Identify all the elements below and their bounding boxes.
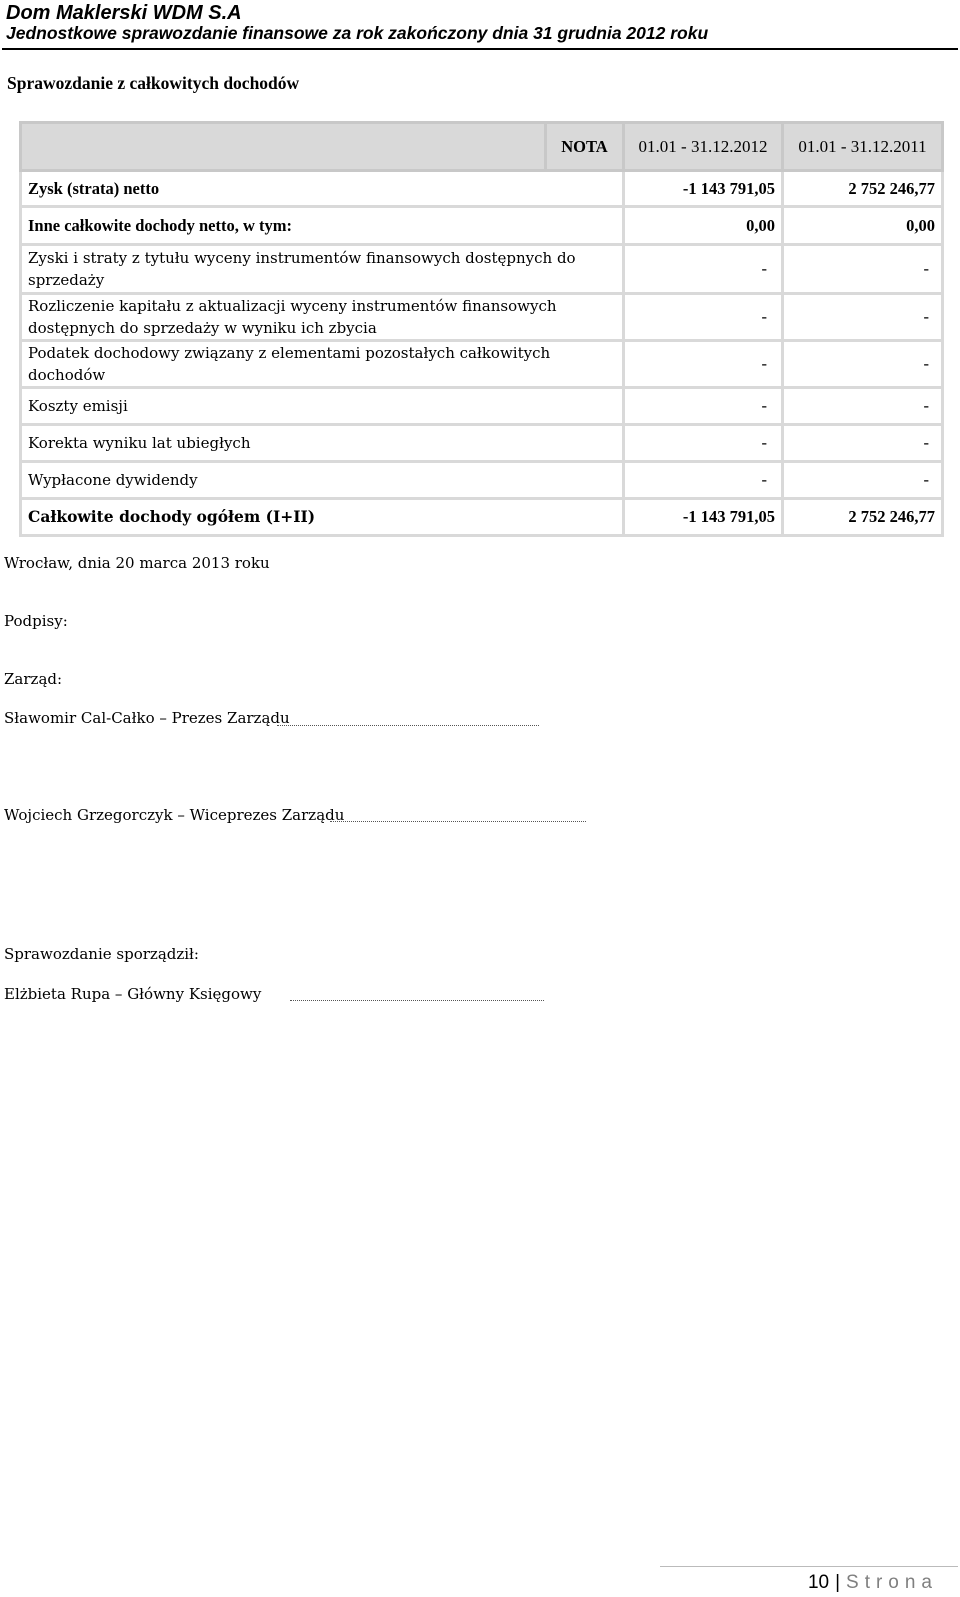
page-footer <box>808 1572 938 1594</box>
value-2011: - <box>783 388 943 425</box>
value-2012: - <box>624 388 783 425</box>
signatory-chief-accountant: Elżbieta Rupa – Główny Księgowy <box>4 985 262 1003</box>
signatures-label: Podpisy: <box>4 612 68 630</box>
value-2012: - <box>624 341 783 388</box>
header-divider <box>2 48 958 50</box>
company-name: Dom Maklerski WDM S.A <box>6 2 242 24</box>
row-label: Zysk (strata) netto <box>21 171 624 207</box>
table-row <box>21 499 943 536</box>
table-header-row <box>21 123 943 171</box>
row-label: Wypłacone dywidendy <box>21 462 624 499</box>
nota-header: NOTA <box>546 123 624 171</box>
board-label: Zarząd: <box>4 670 63 688</box>
income-statement-table <box>19 121 944 537</box>
header-label-cell <box>21 123 546 171</box>
signature-line-chief-accountant <box>290 999 544 1001</box>
section-title: Sprawozdanie z całkowitych dochodów <box>7 73 300 93</box>
table-row <box>21 462 943 499</box>
period-2011-header: 01.01 - 31.12.2011 <box>783 123 943 171</box>
value-2011: - <box>783 245 943 294</box>
table-row <box>21 294 943 341</box>
table-row <box>21 388 943 425</box>
table-row <box>21 341 943 388</box>
row-label: Korekta wyniku lat ubiegłych <box>21 425 624 462</box>
signatory-president: Sławomir Cal-Całko – Prezes Zarządu <box>4 709 290 727</box>
table-row <box>21 207 943 245</box>
value-2011: - <box>783 294 943 341</box>
value-2012: - <box>624 425 783 462</box>
value-2012: 0,00 <box>624 207 783 245</box>
signature-line-president <box>277 724 539 726</box>
report-subtitle: Jednostkowe sprawozdanie finansowe za rok zakończony dnia 31 grudnia 2012 roku <box>6 23 709 43</box>
value-2011: - <box>783 341 943 388</box>
value-2011: 2 752 246,77 <box>783 499 943 536</box>
row-label: Inne całkowite dochody netto, w tym: <box>21 207 624 245</box>
row-label: Całkowite dochody ogółem (I+II) <box>21 499 624 536</box>
table-row <box>21 171 943 207</box>
signatory-vice-president: Wojciech Grzegorczyk – Wiceprezes Zarządu <box>4 806 345 824</box>
period-2012-header: 01.01 - 31.12.2012 <box>624 123 783 171</box>
row-label: Zyski i straty z tytułu wyceny instrumentów finansowych dostępnych do sprzedaży <box>21 245 624 294</box>
signature-line-vice-president <box>330 820 586 822</box>
value-2011: 2 752 246,77 <box>783 171 943 207</box>
value-2012: -1 143 791,05 <box>624 499 783 536</box>
row-label: Rozliczenie kapitału z aktualizacji wyceny instrumentów finansowych dostępnych do sprzedaży w wyniku ich zbycia <box>21 294 624 341</box>
value-2011: 0,00 <box>783 207 943 245</box>
row-label: Podatek dochodowy związany z elementami pozostałych całkowitych dochodów <box>21 341 624 388</box>
page-separator: | <box>835 1572 841 1593</box>
table-row <box>21 245 943 294</box>
page-word: Strona <box>846 1572 938 1593</box>
value-2012: - <box>624 245 783 294</box>
value-2012: - <box>624 294 783 341</box>
page-number: 10 <box>807 1572 830 1593</box>
row-label: Koszty emisji <box>21 388 624 425</box>
footer-divider <box>660 1566 958 1567</box>
prepared-by-label: Sprawozdanie sporządził: <box>4 945 199 963</box>
value-2011: - <box>783 462 943 499</box>
table-row <box>21 425 943 462</box>
place-date: Wrocław, dnia 20 marca 2013 roku <box>4 554 270 572</box>
value-2012: - <box>624 462 783 499</box>
value-2012: -1 143 791,05 <box>624 171 783 207</box>
value-2011: - <box>783 425 943 462</box>
